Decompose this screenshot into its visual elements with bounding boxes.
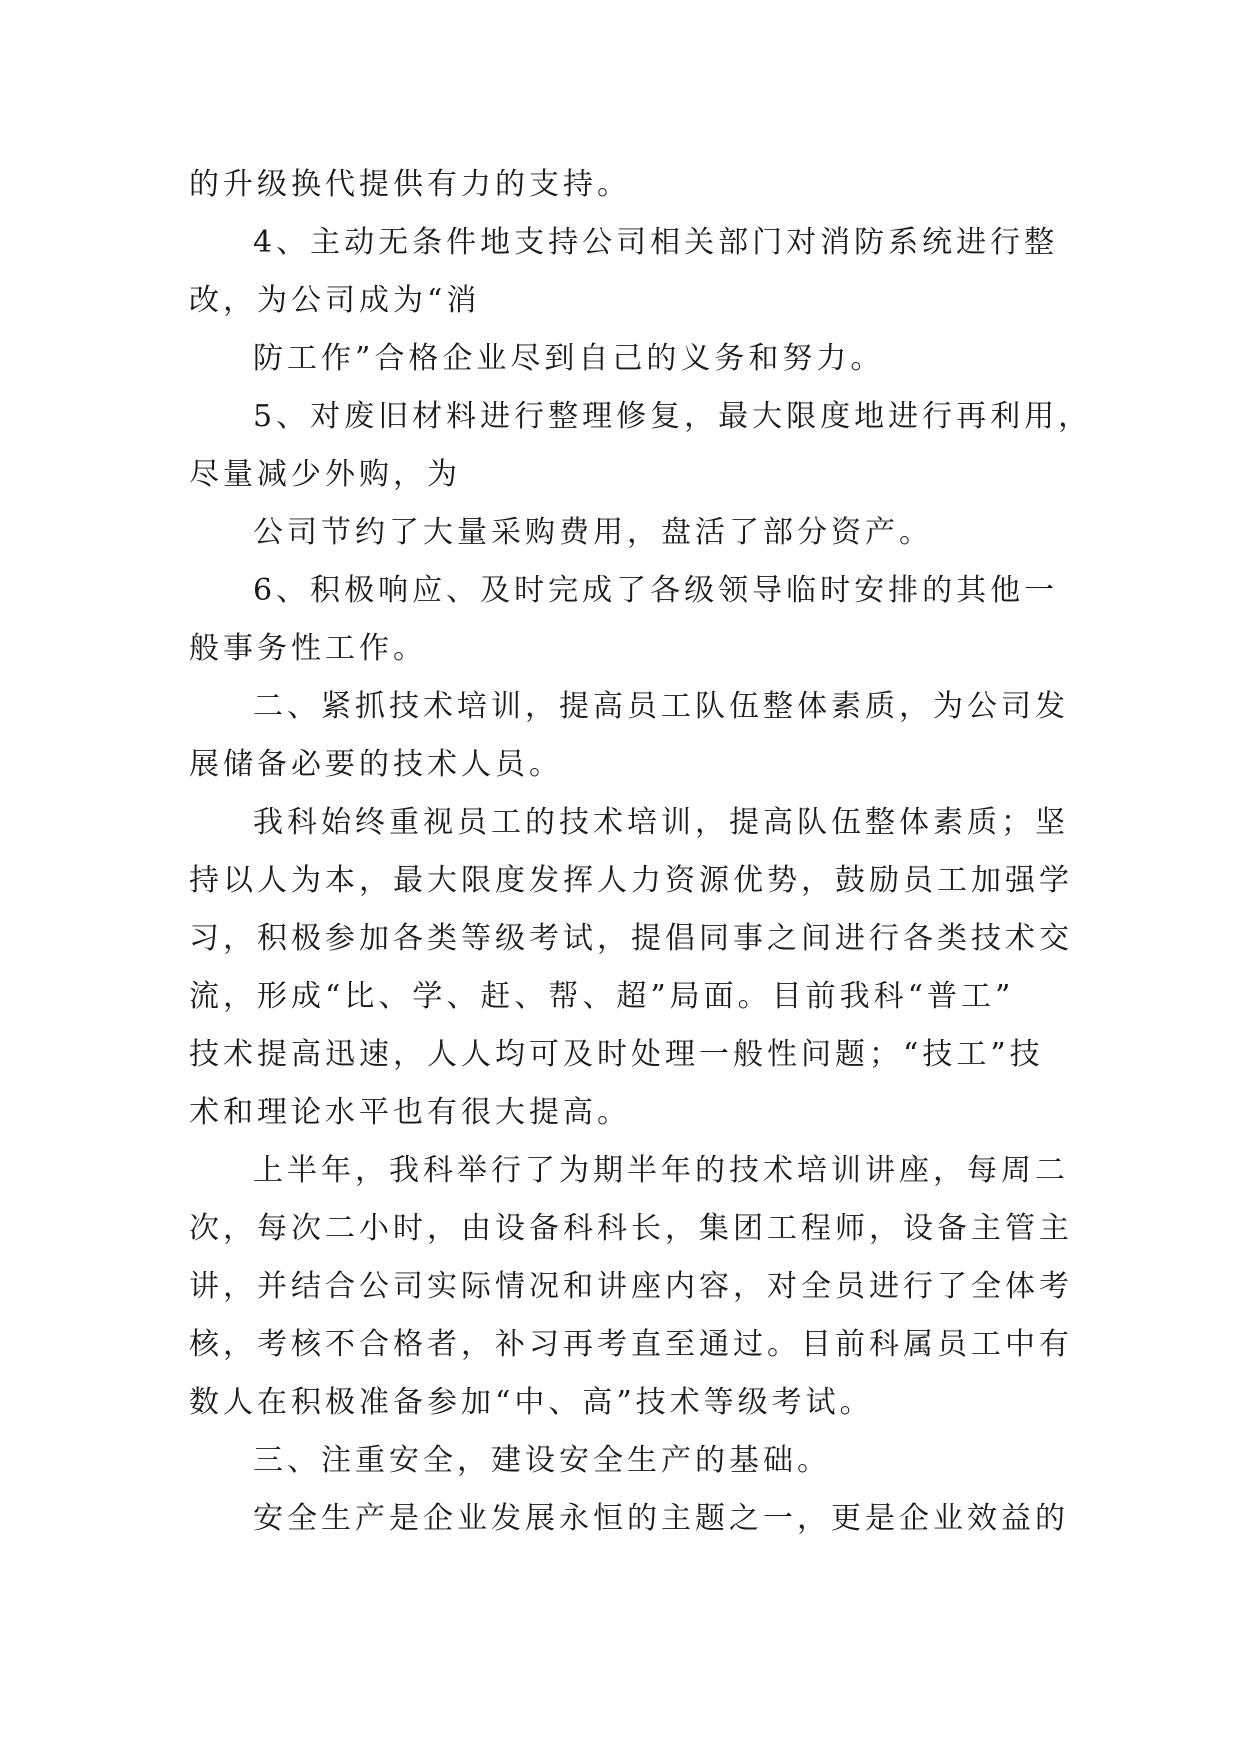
text-line: 次，每次二小时，由设备科科长，集团工程师，设备主管主 xyxy=(189,1211,1073,1246)
text-line: 的升级换代提供有力的支持。 xyxy=(189,167,631,202)
text-line: 般事务性工作。 xyxy=(189,631,427,666)
text-line: 上半年，我科举行了为期半年的技术培训讲座，每周二 xyxy=(253,1153,1069,1188)
text-line: 6、积极响应、及时完成了各级领导临时安排的其他一 xyxy=(253,573,1059,608)
text-line: 讲，并结合公司实际情况和讲座内容，对全员进行了全体考 xyxy=(189,1269,1073,1304)
text-line: 我科始终重视员工的技术培训，提高队伍整体素质；坚 xyxy=(253,805,1069,840)
text-line: 持以人为本，最大限度发挥人力资源优势，鼓励员工加强学 xyxy=(189,863,1073,898)
section-heading: 三、注重安全，建设安全生产的基础。 xyxy=(253,1443,831,1478)
text-line: 改，为公司成为“消 xyxy=(189,283,481,318)
text-line: 数人在积极准备参加“中、高”技术等级考试。 xyxy=(189,1385,874,1420)
section-heading: 二、紧抓技术培训，提高员工队伍整体素质，为公司发 xyxy=(253,689,1069,724)
text-line: 核，考核不合格者，补习再考直至通过。目前科属员工中有 xyxy=(189,1327,1073,1362)
text-line: 防工作”合格企业尽到自己的义务和努力。 xyxy=(253,341,885,376)
text-line: 流，形成“比、学、赶、帮、超”局面。目前我科“普工” xyxy=(189,979,1015,1014)
text-line: 安全生产是企业发展永恒的主题之一，更是企业效益的 xyxy=(253,1501,1069,1536)
text-line: 技术提高迅速，人人均可及时处理一般性问题；“技工”技 xyxy=(189,1037,1044,1072)
text-line: 4、主动无条件地支持公司相关部门对消防系统进行整 xyxy=(253,225,1059,260)
text-line: 公司节约了大量采购费用，盘活了部分资产。 xyxy=(253,515,933,550)
text-line: 5、对废旧材料进行整理修复，最大限度地进行再利用， xyxy=(253,399,1093,434)
document-body xyxy=(189,156,1093,1548)
text-line: 习，积极参加各类等级考试，提倡同事之间进行各类技术交 xyxy=(189,921,1073,956)
section-heading: 展储备必要的技术人员。 xyxy=(189,747,563,782)
text-line: 尽量减少外购，为 xyxy=(189,457,461,492)
text-line: 术和理论水平也有很大提高。 xyxy=(189,1095,631,1130)
